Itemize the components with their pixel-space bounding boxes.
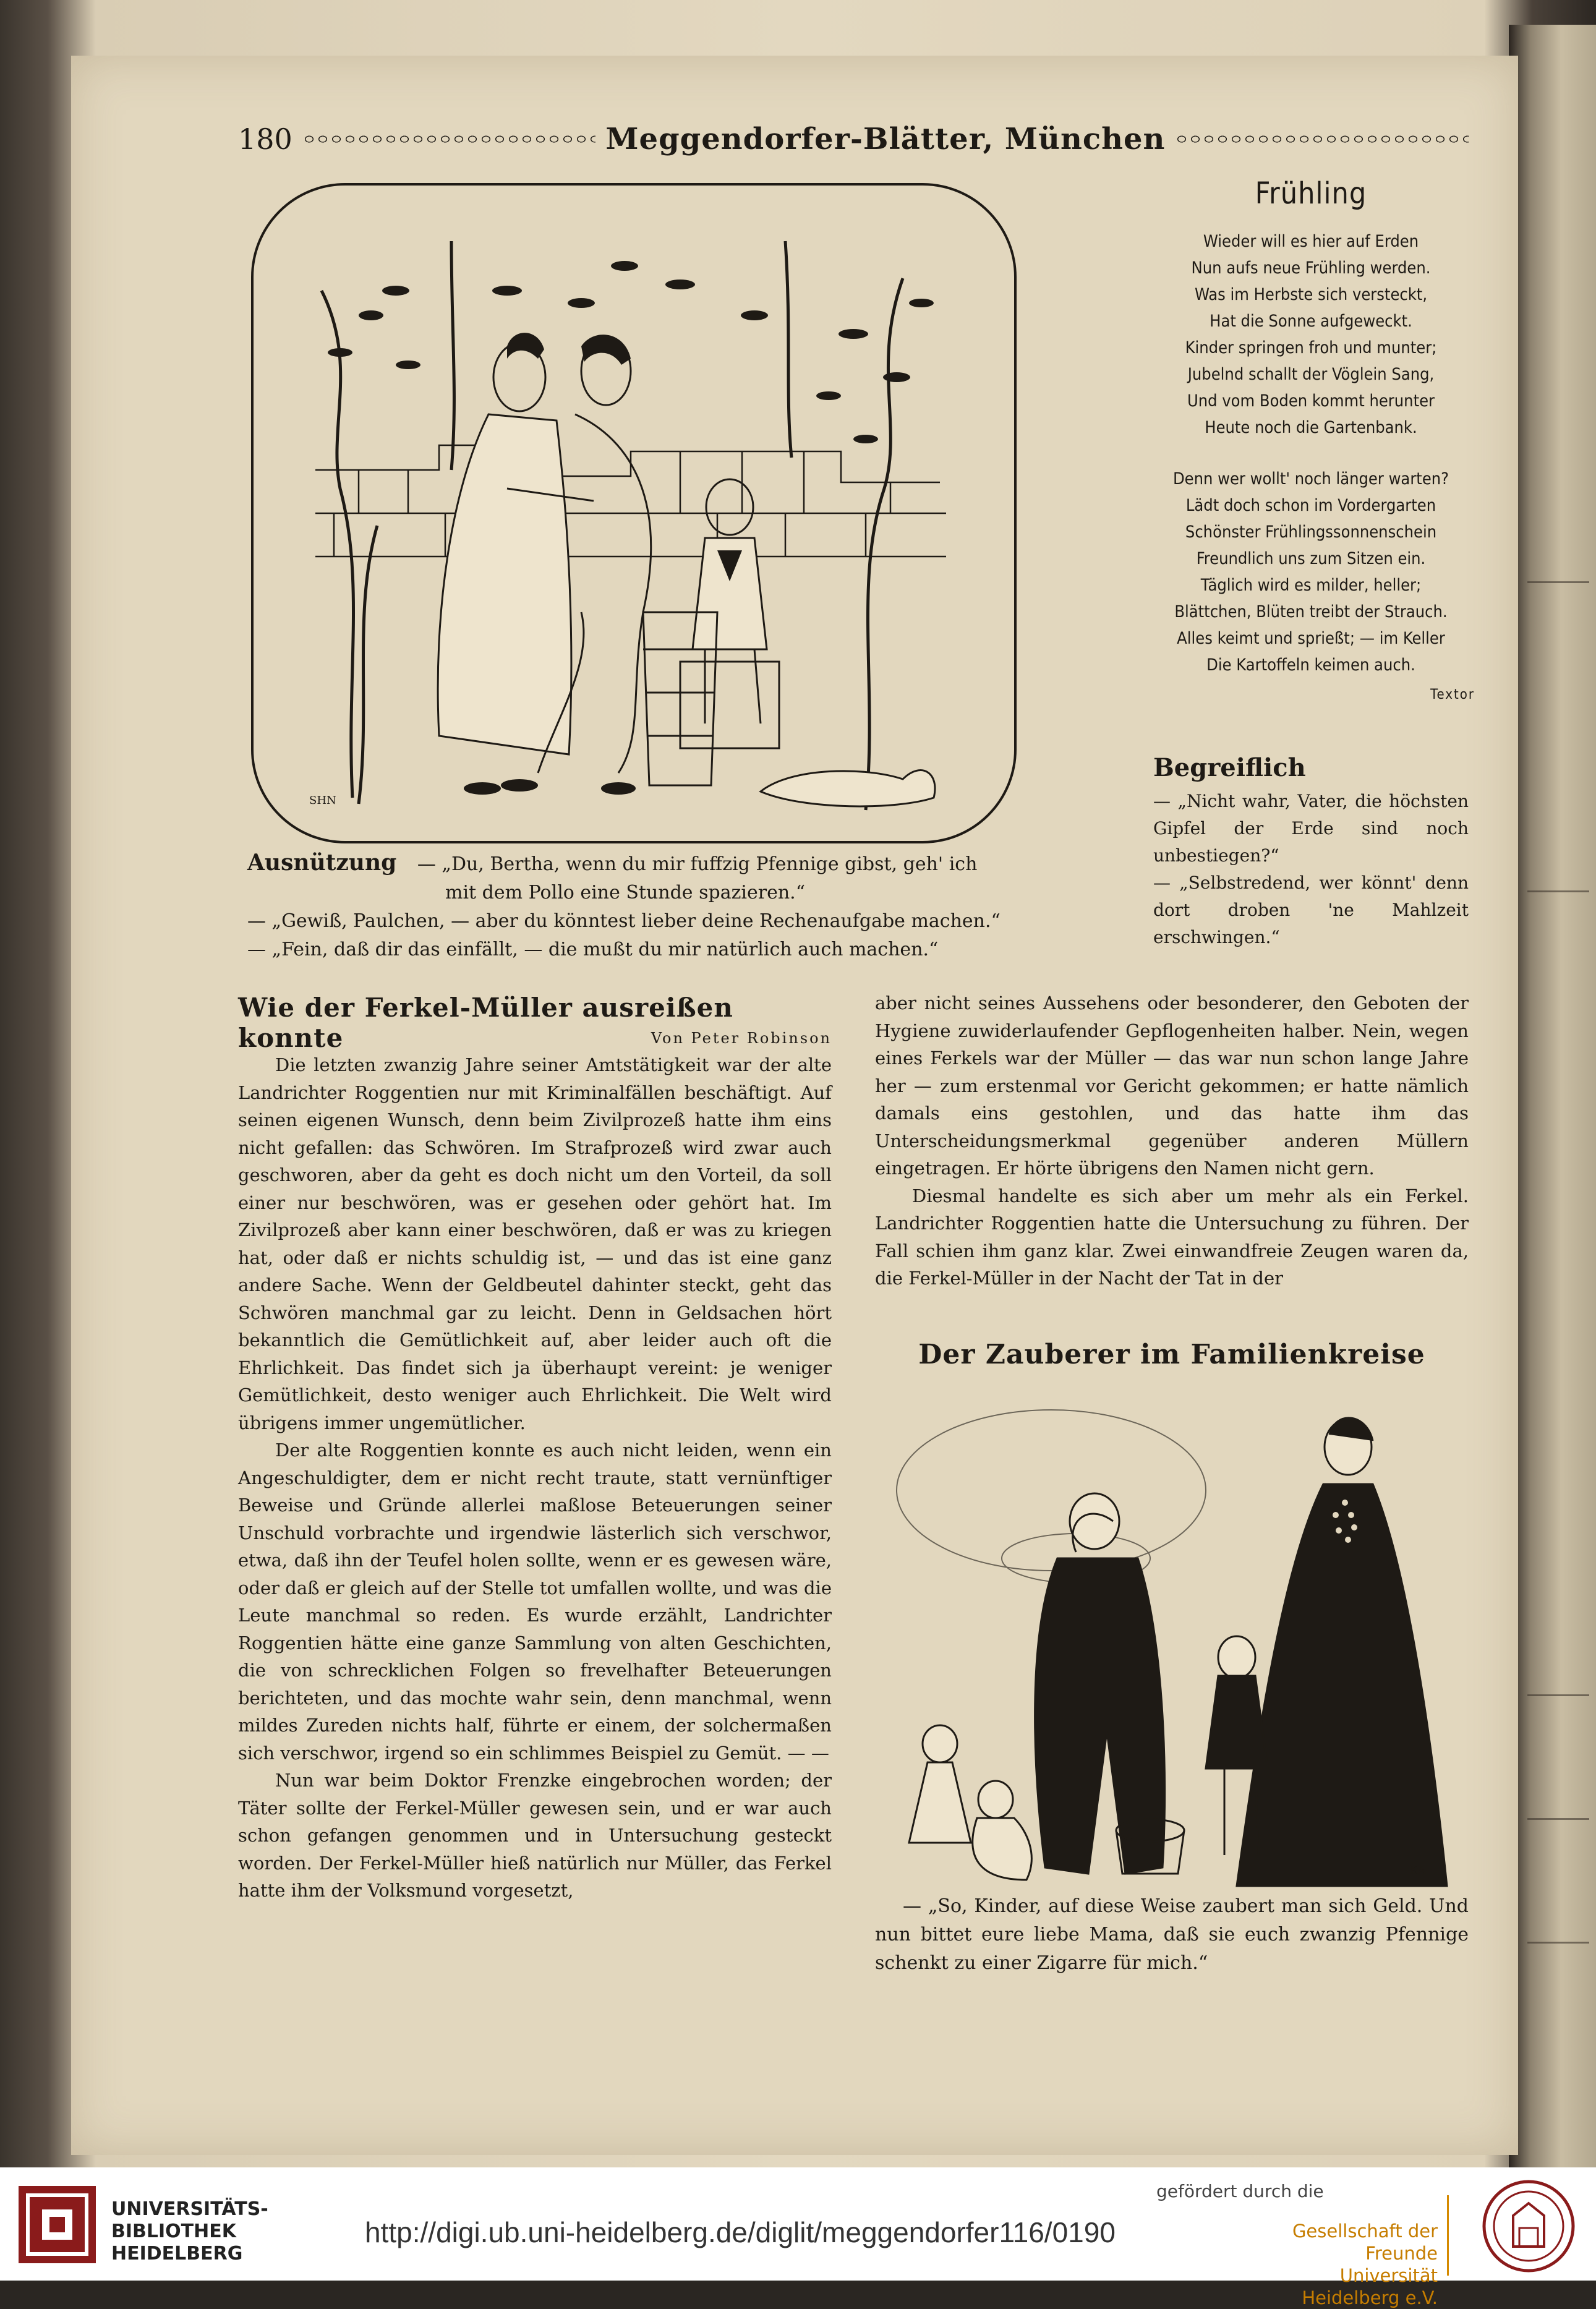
poem-line: Schönster Frühlingssonnenschein	[1185, 523, 1437, 542]
article-paragraph: Diesmal handelte es sich aber um mehr als ein Ferkel. Landrichter Roggentien hatte die Untersuchung zu führen. Der Fall schien ihm ganz klar. Zwei einwandfreie Zeugen waren da, die Ferkel-Müller in der Nacht der Tat in der	[875, 1185, 1469, 1289]
caption-line: mit dem Pollo eine Stunde spazieren.“	[445, 882, 806, 903]
caption-line: — „Gewiß, Paulchen, — aber du könntest lieber deine Rechenaufgabe machen.“	[247, 910, 1001, 932]
article-column-right	[875, 989, 1469, 1292]
zauberer-caption	[875, 1892, 1469, 1978]
funded-by-label: gefördert durch die	[1156, 2181, 1324, 2201]
article-title: Wie der Ferkel-Müller ausreißen konnte	[238, 992, 733, 1053]
university-seal-icon	[1481, 2179, 1577, 2274]
digital-library-footer	[0, 2167, 1596, 2308]
poem-line: Und vom Boden kommt herunter	[1187, 391, 1435, 411]
poem-line: Alles keimt und sprießt; — im Keller	[1177, 629, 1445, 648]
caption-text: — „So, Kinder, auf diese Weise zaubert man sich Geld. Und nun bittet eure liebe Mama, daß sie euch zwanzig Pfennige schenkt zu einer Zigarre für mich.“	[875, 1895, 1469, 1974]
library-name: UNIVERSITÄTS- BIBLIOTHEK HEIDELBERG	[111, 2198, 268, 2264]
article-byline: Von Peter Robinson	[651, 1030, 832, 1047]
university-library-logo	[19, 2186, 96, 2263]
joke-text: — „Selbstredend, wer könnt' denn dort droben 'ne Mahlzeit erschwingen.“	[1153, 873, 1469, 947]
poem-author: Textor	[1430, 687, 1475, 702]
joke-text: — „Nicht wahr, Vater, die höchsten Gipfel der Erde sind noch unbestiegen?“	[1153, 791, 1469, 866]
footer-divider	[1447, 2195, 1449, 2276]
zauberer-title: Der Zauberer im Familienkreise	[918, 1339, 1425, 1370]
permalink-url[interactable]: http://digi.ub.uni-heidelberg.de/diglit/meggendorfer116/0190	[365, 2216, 1116, 2248]
joke-begreiflich	[1153, 754, 1469, 951]
article-paragraph: Nun war beim Doktor Frenzke eingebrochen worden; der Täter sollte der Ferkel-Müller gewesen sein, und er war auch schon gefangen genommen und in Untersuchung gesteckt worden. Der Ferkel-Müller hieß natürlich nur Müller, das Ferkel hatte ihm der Volksmund vorgesetzt,	[238, 1770, 832, 1901]
garden-bench-illustration	[247, 179, 1020, 847]
poem-line: Täglich wird es milder, heller;	[1200, 576, 1422, 595]
article-column-left	[238, 1051, 832, 1905]
ornament-left	[302, 132, 596, 146]
page-number: 180	[238, 122, 292, 156]
magician-family-illustration	[890, 1398, 1466, 1898]
illustration-caption-ausnuetzung	[247, 848, 1125, 964]
poem-line: Was im Herbste sich versteckt,	[1194, 285, 1428, 304]
article-paragraph: Der alte Roggentien konnte es auch nicht leiden, wenn ein Angeschuldigter, dem er nicht recht traute, statt vernünftiger Beweise und Gründe allerlei maßlose Beteuerungen seiner Unschuld vorbrachte und irgendwie lästerlich sich verschwor, etwa, daß ihn der Teufel holen sollte, wenn er es gewesen wäre, oder daß er gleich auf der Stelle tot umfallen wollte, und was die Leute manchmal so reden. Es wurde erzählt, Landrichter Roggentien hätte eine ganze Sammlung von alten Geschichten, die von schrecklichen Folgen so frevelhafter Beteuerungen berichteten, und das mochte wahr sein, denn manchmal, wenn mildes Zureden nichts half, führte er einem, der solchermaßen sich verschwor, irgend so ein schlimmes Beispiel zu Gemüt. — —	[238, 1440, 832, 1764]
ornament-right	[1175, 132, 1469, 146]
caption-line: — „Du, Bertha, wenn du mir fuffzig Pfennige gibst, geh' ich	[417, 853, 978, 875]
poem-line: Hat die Sonne aufgeweckt.	[1210, 312, 1412, 331]
poem-title: Frühling	[1255, 176, 1367, 211]
caption-line: — „Fein, daß dir das einfällt, — die mußt du mir natürlich auch machen.“	[247, 939, 939, 960]
magazine-title: Meggendorfer-Blätter, München	[605, 122, 1166, 156]
poem-line: Die Kartoffeln keimen auch.	[1206, 655, 1415, 675]
page-header	[238, 121, 1469, 158]
caption-head: Ausnützung	[247, 850, 397, 876]
poem-line: Lädt doch schon im Vordergarten	[1185, 496, 1436, 515]
poem-line: Freundlich uns zum Sitzen ein.	[1196, 549, 1426, 568]
sponsor-name: Gesellschaft der Freunde Universität Heidelberg e.V.	[1292, 2221, 1438, 2308]
article-paragraph: Die letzten zwanzig Jahre seiner Amtstätigkeit war der alte Landrichter Roggentien nur mit Kriminalfällen beschäftigt. Auf seinen eigenen Wunsch, denn beim Zivilprozeß hatte ihm eins nicht gefallen: das Schwören. Im Strafprozeß wird zwar auch geschworen, aber da geht es doch nicht um den Vorteil, da soll einer nur beschwören, was er gesehen oder gehört hat. Im Zivilprozeß aber kann einer beschwören, daß er was zu kriegen hat, oder daß er nichts schuldig ist, — und das ist eine ganz andere Sache. Wenn der Geldbeutel dahinter steckt, geht das Schwören manchmal gar zu leicht. Denn in Geldsachen hört bekanntlich die Gemütlichkeit auf, aber leider auch oft die Ehrlichkeit. Das findet sich ja überhaupt vereint: je weniger Gemütlichkeit, desto weniger auch Ehrlichkeit. Die Welt wird übrigens immer ungemütlicher.	[238, 1054, 832, 1433]
poem-line: Nun aufs neue Frühling werden.	[1191, 258, 1431, 278]
joke-title: Begreiflich	[1153, 753, 1306, 782]
poem-line: Wieder will es hier auf Erden	[1203, 232, 1419, 251]
adjacent-page-edge	[1509, 25, 1596, 2167]
svg-text:SHN: SHN	[309, 794, 336, 807]
poem-line: Blättchen, Blüten treibt der Strauch.	[1174, 602, 1448, 621]
poem-line: Jubelnd schallt der Vöglein Sang,	[1187, 365, 1435, 384]
svg-text:KA: KA	[1410, 1864, 1426, 1877]
poem-line: Heute noch die Gartenbank.	[1205, 418, 1417, 437]
poem-fruehling	[1147, 176, 1475, 702]
article-paragraph: aber nicht seines Aussehens oder besonderer, den Geboten der Hygiene zuwiderlaufender Gepflogenheiten halber. Nein, wegen eines Ferkels war der Müller — das war nun schon lange Jahre her — zum erstenmal vor Gericht gekommen; er hatte nämlich damals eins gestohlen, und das hatte ihm das Unterscheidungsmerkmal gegenüber anderen Müllern eingetragen. Er hörte übrigens den Namen nicht gern.	[875, 992, 1469, 1179]
poem-line: Kinder springen froh und munter;	[1185, 338, 1437, 357]
poem-line: Denn wer wollt' noch länger warten?	[1172, 469, 1449, 489]
